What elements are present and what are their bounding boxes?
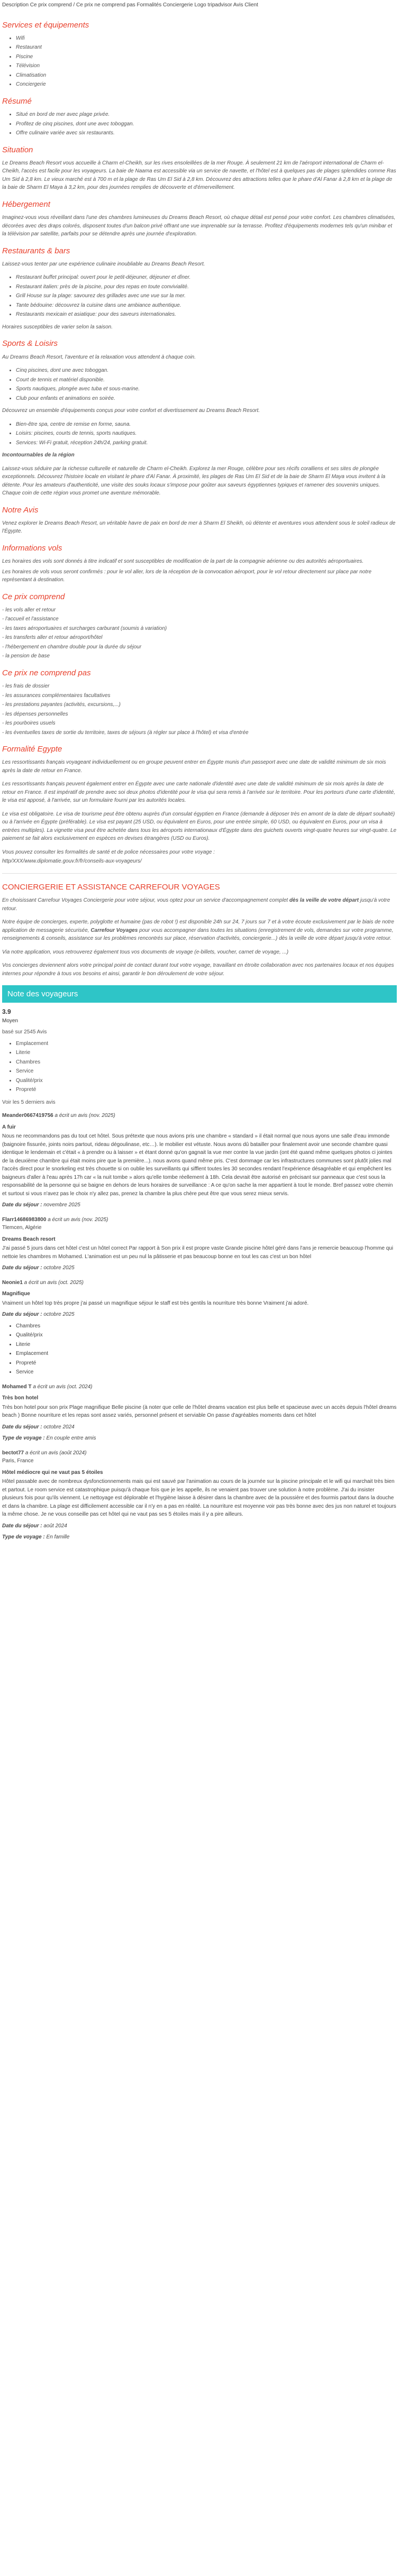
formalites-p1: Les ressortissants français voyageant individuellement ou en groupe peuvent entrer en Égypte munis d'un passeport avec une date de validité minimum de six mois après la date de retour en France. bbox=[2, 759, 386, 774]
review-author: Flarr14686983800 bbox=[2, 1216, 47, 1223]
list-item: • Bien-être spa, centre de remise en forme, sauna. bbox=[16, 420, 397, 429]
review-location: Paris, France bbox=[2, 1458, 34, 1464]
review-text: Hôtel passable avec de nombreux dysfonctionnements mais qui est sauvé par l'animation au cours de la journée sur la piscine principale et le wifi qui marchait très bien et partout. Le room service est catastrophique puisqu'à chaque fois que je les appelle, ils ne venaient pas trouver une solution à notre problème. J'ai du insister plusieurs fois pour qu'ils viennent. Le nettoyage est déplorable et l'hygiène laisse à désirer dans la chambre avec de la poussière et des fourmis partout dans la douche et dans la chambre. La plage est difficilement accessible car il n'y en a pas en réalité. La nourriture est moyenne voir pas très bonne avec des jus non naturel et toujours la même chose. Je ne vous conseille pas cet hôtel qui ne vaut pas ses 5 étoiles mais il y a pire ailleurs. bbox=[2, 1479, 396, 1518]
review-trip-type bbox=[2, 1434, 397, 1443]
list-item: • Restaurant bbox=[16, 43, 397, 52]
review-date: a écrit un avis (oct. 2025) bbox=[22, 1279, 84, 1286]
conciergerie-p4: Vos concierges deviennent alors votre principal point de contact durant tout votre voyage, travaillant en étroite collaboration avec nos partenaires locaux et nos équipes internes pour répondre à tous vos besoins et ainsi, garantir le bon déroulement de votre séjour. bbox=[2, 962, 394, 977]
list-item: - les dépenses personnelles bbox=[2, 711, 68, 717]
services-title: Services et équipements bbox=[2, 20, 89, 30]
conciergerie-p2 bbox=[2, 918, 397, 943]
text: jusqu'à votre retour. bbox=[2, 897, 390, 912]
review-title: Hôtel médiocre qui ne vaut pas 5 étoiles bbox=[2, 1469, 103, 1475]
notre-avis-title: Notre Avis bbox=[2, 505, 39, 515]
situation-text: Le Dreams Beach Resort vous accueille à Charm el-Cheikh, sur les rives ensoleillées de la mer Rouge. À seulement 21 km de l'aéroport international de Charm el-Cheikh, l'accès est facile pour les voyageurs. La baie de Naama est accessible via un service de navette, et l'hôtel est à quelques pas de plages splendides comme Ras Um Sid à 2,8 km. Le vieux marché est à 700 m et la plage de Ras Um El Sid à 2,8 km. Découvrez des attractions telles que le phare d'Al Fanar à 2,8 km et la plage de la baie de Sharm El Maya à 3,2 km, pour des journées remplies de découverte et d'émerveillement. bbox=[2, 160, 396, 191]
list-item: • Situé en bord de mer avec plage privée. bbox=[16, 111, 397, 119]
label: Date du séjour : bbox=[2, 1265, 44, 1271]
infos-text-2: Les horaires de vols vous seront confirmés : pour le vol aller, lors de la réception de la convocation aéroport, pour le vol retour directement sur place par notre représentant à destination. bbox=[2, 569, 372, 583]
list-item: • Literie bbox=[16, 1341, 397, 1349]
list-item: • Club pour enfants et animations en soirée. bbox=[16, 395, 397, 403]
label: Date du séjour : bbox=[2, 1424, 44, 1430]
review-author: Meander0667419756 bbox=[2, 1113, 53, 1119]
label: Type de voyage : bbox=[2, 1435, 47, 1442]
list-item: • Profitez de cinq piscines, dont une avec toboggan. bbox=[16, 120, 397, 129]
list-item: • Loisirs: piscines, courts de tennis, sports nautiques. bbox=[16, 429, 397, 438]
comprend-list bbox=[2, 606, 397, 661]
hebergement-title: Hébergement bbox=[2, 199, 50, 209]
comprend-title: Ce prix comprend bbox=[2, 592, 65, 601]
review-author: Neonie1 bbox=[2, 1279, 23, 1286]
list-item: • Chambres bbox=[16, 1058, 397, 1067]
list-item: • Emplacement bbox=[16, 1350, 397, 1358]
region-title: Incontournables de la région bbox=[2, 452, 75, 458]
review-text: Vraiment un hôtel top très propre j'ai passé un magnifique séjour le staff est très gentils la nourriture très bonne Vraiment j'ai adoré. bbox=[2, 1300, 309, 1306]
infos-title: Informations vols bbox=[2, 543, 62, 553]
notes-header: Note des voyageurs bbox=[2, 985, 397, 1003]
review-location: Tlemcen, Algérie bbox=[2, 1225, 42, 1231]
list-item: • Qualité/prix bbox=[16, 1077, 397, 1085]
list-item: • Piscine bbox=[16, 53, 397, 61]
list-item: - les taxes aéroportuaires et surcharges carburant (soumis à variation) bbox=[2, 625, 167, 631]
list-item: - l'hébergement en chambre double pour la durée du séjour bbox=[2, 644, 142, 650]
list-item: • Grill House sur la plage: savourez des grillades avec une vue sur la mer. bbox=[16, 292, 397, 300]
review-title: Très bon hotel bbox=[2, 1395, 39, 1401]
value: octobre 2025 bbox=[43, 1265, 75, 1271]
review-stay bbox=[2, 1522, 397, 1530]
list-item: • Climatisation bbox=[16, 71, 397, 80]
situation-title: Situation bbox=[2, 145, 33, 154]
list-item: • Propreté bbox=[16, 1359, 397, 1368]
review-title: Dreams Beach resort bbox=[2, 1236, 56, 1242]
review-title: A fuir bbox=[2, 1124, 16, 1130]
restaurants-intro: Laissez-vous tenter par une expérience culinaire inoubliable au Dreams Beach Resort. bbox=[2, 261, 205, 267]
review-stay bbox=[2, 1310, 397, 1319]
list-item: • Emplacement bbox=[16, 1040, 397, 1048]
review-stay bbox=[2, 1264, 397, 1272]
review bbox=[2, 1383, 397, 1443]
conciergerie-p3: Via notre application, vous retrouverez également tous vos documents de voyage (e-billets, voucher, carnet de voyage, ...) bbox=[2, 949, 289, 955]
review-text: J'ai passé 5 jours dans cet hôtel c'est un hôtel correct Par rapport à Son prix il est propre vaste Grande piscine hôtel géré dans l'ans je remercie beaucoup l'homme qui nettoie les chambres m Mohamed. L'animation est un peu nul la pâtisserie et pas beaucoup bonne en tout les cas c'est un bon hôtel bbox=[2, 1245, 394, 1260]
sports-list bbox=[2, 366, 397, 402]
ne-comprend-list bbox=[2, 682, 397, 737]
resume-title: Résumé bbox=[2, 96, 32, 106]
formalites-p4 bbox=[2, 848, 397, 857]
list-item: • Service bbox=[16, 1368, 397, 1377]
ne-comprend-title: Ce prix ne comprend pas bbox=[2, 668, 91, 677]
restaurants-title: Restaurants & bars bbox=[2, 246, 70, 255]
review bbox=[2, 1279, 397, 1377]
review-stay bbox=[2, 1201, 397, 1209]
review bbox=[2, 1449, 397, 1542]
list-item: - les éventuelles taxes de sortie du territoire, taxes de séjours (à régler sur place à l'hôtel) et visa d'entrée bbox=[2, 729, 249, 736]
review-author: bectot77 bbox=[2, 1450, 24, 1456]
review-stay bbox=[2, 1423, 397, 1432]
review-date: a écrit un avis (nov. 2025) bbox=[46, 1216, 108, 1223]
list-item: • Propreté bbox=[16, 1086, 397, 1094]
list-item: • Sports nautiques, plongée avec tuba et sous-marine. bbox=[16, 385, 397, 393]
label: Type de voyage : bbox=[2, 1534, 47, 1541]
region-text: Laissez-vous séduire par la richesse culturelle et naturelle de Charm el-Cheikh. Explorez la mer Rouge, célèbre pour ses récifs coralliens et ses sites de plongée exceptionnels. Découvrez l'histoire locale en visitant le phare d'Al Fanar. À proximité, les plages de Ras Um El Sid et de la baie de Sharm El Maya vous invitent à la détente. Pour les amateurs d'authenticité, une visite des souks locaux s'impose pour goûter aux saveurs égyptiennes typiques et ramener des souvenirs uniques. Chaque coin de cette région vous promet une aventure mémorable. bbox=[2, 465, 386, 496]
review-text: Nous ne recommandons pas du tout cet hôtel. Sous prétexte que nous avions pris une chambre « standard » il était normal que nous ayons une salle d'eau immonde (baignoire fissurée, joints noirs partout, rideau dégoulinase, etc…). le mobilier est vétuste. Nous avons dû batailler pour finalement avoir une seconde chambre quasi identique le lendemain et c'était « à prendre ou à laisser » et étant donné qu'on gagnait la vue mer contre la vue jardin (ont été quand même quelques photos ci jointes de la deuxième chambre qui était moins pire que la première...). nous avons quand même pris. C'est dommage car les infrastructures communes sont plutôt jolies mal l'accès direct pour le snorkeling est très chouette si on oublie les surveillants qui sifflent toutes les 30 secondes rendant l'expérience désagréable et qui empêchent les baigneurs d'aller à l'eau après 17h car « la nuit tombe » alors qu'elle tombe réellement à 18h. Cela devrait être autorisé en précisant sur panneaux que c'est sous la responsabilité de la personne qui se baigne en dehors de leurs horaires de surveillance : A ce qu'on sache la mer appartient à tout le monde. Bref passez votre chemin et surtout si vous n'avez pas le choix n'y allez pas, prenez la chambre la plus chère peut être que vous serez mieux servis. bbox=[2, 1133, 393, 1197]
value: octobre 2025 bbox=[43, 1312, 75, 1318]
value: En famille bbox=[46, 1534, 70, 1541]
list-item: • Literie bbox=[16, 1049, 397, 1057]
list-item: - la pension de base bbox=[2, 653, 50, 659]
sports-middle: Découvrez un ensemble d'équipements conçus pour votre confort et divertissement au Dreams Beach Resort. bbox=[2, 408, 260, 414]
list-item: - les frais de dossier bbox=[2, 683, 50, 689]
review-date: a écrit un avis (nov. 2025) bbox=[53, 1113, 115, 1119]
formalites-p2: Les ressortissants français peuvent également entrer en Égypte avec une carte nationale d'identité avec une date de validité minimum de six mois après la date de retour en France. Il est impératif de prendre avec soi deux photos d'identité pour le visa qui sera remis à l'arrivée sur le territoire. Pour les porteurs d'une carte d'identité, le visa est apposé, à l'arrivée, sur un formulaire fourni par les autorités locales. bbox=[2, 781, 396, 804]
list-item: • Qualité/prix bbox=[16, 1331, 397, 1340]
text: pour vous accompagner dans toutes les situations (enregistrement de vols, demandes sur votre programme, renseignements & conseils, assistance sur les problèmes rencontrés sur place, réservation d'activités, conciergerie...) dès la veille de votre départ jusqu'à votre retour. bbox=[2, 927, 394, 941]
resume-list bbox=[2, 111, 397, 137]
label: Date du séjour : bbox=[2, 1312, 44, 1318]
list-item: • Restaurants mexicain et asiatique: pour des saveurs internationales. bbox=[16, 310, 397, 319]
list-item: • Services: Wi-Fi gratuit, réception 24h/24, parking gratuit. bbox=[16, 439, 397, 447]
value: En couple entre amis bbox=[46, 1435, 96, 1442]
review-title: Magnifique bbox=[2, 1291, 30, 1297]
review-categories bbox=[2, 1322, 397, 1377]
list-item: • Cinq piscines, dont une avec toboggan. bbox=[16, 366, 397, 375]
list-item: • Chambres bbox=[16, 1322, 397, 1331]
review bbox=[2, 1112, 397, 1209]
list-item: • Tante bédouine: découvrez la cuisine dans une ambiance authentique. bbox=[16, 301, 397, 310]
rating-label: Moyen bbox=[2, 1017, 19, 1024]
list-item: - les vols aller et retour bbox=[2, 607, 56, 613]
rating-count: basé sur 2545 Avis bbox=[2, 1029, 47, 1035]
label: Date du séjour : bbox=[2, 1523, 44, 1529]
formalites-link-row bbox=[2, 857, 397, 866]
review-trip-type bbox=[2, 1533, 397, 1542]
text: Notre équipe de concierges, experte, polyglotte et humaine (pas de robot !) est disponible 24h sur 24, 7 jours sur 7 et à votre écoute exclusivement par le biais de notre application de messagerie sécurisée, bbox=[2, 919, 394, 933]
list-item: • Service bbox=[16, 1067, 397, 1076]
list-item: • Restaurant italien: près de la piscine, pour des repas en toute convivialité. bbox=[16, 283, 397, 291]
list-item: - les assurances complémentaires facultatives bbox=[2, 692, 111, 699]
rating-score: 3.9 bbox=[2, 1008, 11, 1016]
review-author: Mohamed T bbox=[2, 1383, 32, 1390]
hebergement-text: Imaginez-vous vous réveillant dans l'une des chambres lumineuses du Dreams Beach Resort, où chaque détail est pensé pour votre confort. Les chambres climatisées, décorées avec des draps colorés, disposent toutes d'un balcon privé offrant une vue imprenable sur la terrasse. Profitez d'équipements modernes tels qu'un minibar et la télévision par satellite, parfaits pour se détendre après une journée d'exploration. bbox=[2, 215, 396, 237]
list-item: • Wifi bbox=[16, 34, 397, 43]
list-item: • Conciergerie bbox=[16, 80, 397, 89]
list-item: • Offre culinaire variée avec six restaurants. bbox=[16, 129, 397, 137]
formalites-title: Formalité Egypte bbox=[2, 745, 62, 754]
label: Date du séjour : bbox=[2, 1202, 44, 1208]
formalites-p3: Le visa est obligatoire. Le visa de tourisme peut être obtenu auprès d'un consulat égyptien en France (demande à déposer très en amont de la date de départ souhaité) ou à l'arrivée en Égypte (préférable). Le visa est payant (25 USD, ou équivalent en Euros, pour une entrée simple, 60 USD, ou équivalent en Euros, pour un visa à entrées multiples). La vignette visa peut être achetée dans tous les aéroports internationaux d'Égypte dans des guichets ouverts vingt-quatre heures sur vingt-quatre. Le paiement se fait alors exclusivement en espèces en devises étrangères (USD ou Euros). bbox=[2, 811, 397, 842]
value: octobre 2024 bbox=[43, 1424, 75, 1430]
rating-categories bbox=[2, 1040, 397, 1094]
notre-avis-text: Venez explorer le Dreams Beach Resort, un véritable havre de paix en bord de mer à Sharm El Sheikh, où détente et aventures vous attendent sous le soleil radieux de l'Égypte. bbox=[2, 520, 396, 535]
sports-title: Sports & Loisirs bbox=[2, 339, 58, 349]
review-text: Très bon hotel pour son prix Plage magnifique Belle piscine (à noter que celle de l'hôtel dreams vacation est plus belle et spacieuse avec un accès depuis l'hôtel dreams beach ) Bonne nourriture et les repas sont assez variés, personnel présent et serviable On passe d'agréables moments dans cet hôtel bbox=[2, 1404, 397, 1419]
list-item: - les pourboires usuels bbox=[2, 720, 56, 726]
list-item: • Restaurant buffet principal: ouvert pour le petit-déjeuner, déjeuner et dîner. bbox=[16, 273, 397, 282]
value: août 2024 bbox=[43, 1523, 67, 1529]
breadcrumb: Description Ce prix comprend / Ce prix ne comprend pas Formalités Conciergerie Logo tripadvisor Avis Client bbox=[2, 2, 258, 8]
text-bold: Carrefour Voyages bbox=[90, 927, 138, 933]
formalites-p4-text: Vous pouvez consulter les formalités de santé et de police nécessaires pour votre voyage : bbox=[2, 849, 215, 855]
review bbox=[2, 1216, 397, 1272]
infos-text-1: Les horaires des vols sont donnés à titre indicatif et sont susceptibles de modification de la part de la compagnie aérienne ou des autorités aéroportuaires. bbox=[2, 558, 364, 564]
equipments-list bbox=[2, 420, 397, 447]
list-item: - l'accueil et l'assistance bbox=[2, 616, 59, 622]
text: En choisissant Carrefour Voyages Conciergerie pour votre séjour, vous optez pour un service d'accompagnement complet bbox=[2, 897, 289, 903]
formalites-link[interactable]: http/XXX/www.diplomatie.gouv.fr/fr/conseils-aux-voyageurs/ bbox=[2, 858, 142, 865]
conciergerie-p1 bbox=[2, 896, 397, 913]
text-bold: dès la veille de votre départ bbox=[289, 897, 359, 903]
last-reviews-link[interactable]: Voir les 5 derniers avis bbox=[2, 1099, 56, 1105]
restaurants-outro: Horaires susceptibles de varier selon la saison. bbox=[2, 324, 113, 330]
list-item: • Court de tennis et matériel disponible. bbox=[16, 376, 397, 384]
divider bbox=[2, 873, 397, 874]
list-item: - les prestations payantes (activités, excursions,...) bbox=[2, 702, 121, 708]
value: novembre 2025 bbox=[43, 1202, 80, 1208]
review-date: a écrit un avis (oct. 2024) bbox=[31, 1383, 93, 1390]
list-item: • Télévision bbox=[16, 62, 397, 70]
sports-intro: Au Dreams Beach Resort, l'aventure et la relaxation vous attendent à chaque coin. bbox=[2, 354, 196, 360]
restaurants-list bbox=[2, 273, 397, 319]
services-list bbox=[2, 34, 397, 89]
conciergerie-title: CONCIERGERIE ET ASSISTANCE CARREFOUR VOYAGES bbox=[2, 882, 220, 892]
list-item: - les transferts aller et retour aéroport/hôtel bbox=[2, 635, 103, 641]
review-date: a écrit un avis (août 2024) bbox=[24, 1450, 87, 1456]
